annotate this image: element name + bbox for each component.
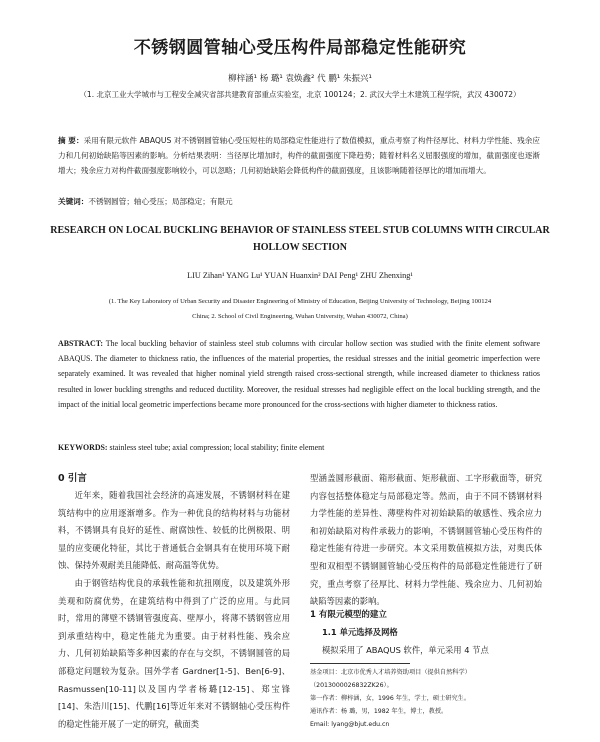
keywords-english — [58, 443, 540, 452]
abstract-english — [58, 336, 540, 412]
footnotes — [310, 666, 542, 731]
keywords-chinese-label: 关键词： — [58, 197, 89, 206]
authors-english: LIU Zihan¹ YANG Lu¹ YUAN Huanxin² DAI Peng¹ ZHU Zhenxing¹ — [187, 271, 413, 280]
intro-paragraph: 由于钢管结构优良的承载性能和抗扭刚度，以及建筑外形美观和防腐优势，在建筑结构中得到了广泛的应用。与此同时，常用的薄壁不锈钢管强度高、壁厚小，将薄不锈钢管应用到承重结构中，稳定性能尤为重要。由于材料性能、残余应力、几何初始缺陷等多种因素的存在与交织，不锈钢圆管的局部稳定问题较为复杂。国外学者 Gardner[1-5]、Ben[6-9]、Rasmussen[10-11]以及国内学者杨璐[12-15]、郑宝锋[14]、朱浩川[15]、代鹏[16]等近年来对不锈钢轴心受压构件的稳定性能开展了一定的研究，截面类 — [58, 577, 290, 729]
keywords-english-text: stainless steel tube; axial compression; local stability; finite element — [109, 443, 325, 452]
footnote-line: （2013000026832ZK26）。 — [310, 682, 393, 689]
section-1-heading: 1 有限元模型的建立 — [310, 610, 387, 620]
affiliation-chinese: （1. 北京工业大学城市与工程安全减灾省部共建教育部重点实验室，北京 100124；2. 武汉大学土木建筑工程学院，武汉 430072） — [79, 90, 521, 99]
abstract-chinese-text: 采用有限元软件 ABAQUS 对不锈钢圆管轴心受压短柱的局部稳定性能进行了数值模拟，重点考察了构件径厚比、材料力学性能、残余应力和几何初始缺陷等因素的影响。分析结果表明：当径厚比增加时，构件的截面强度下降趋势；随着材料名义屈服强度的增加，截面强度也逐渐增大；残余应力对构件截面强度影响较小，可以忽略；几何初始缺陷会降低构件的截面强度，且该影响随着径厚比的增加而增大。 — [58, 136, 540, 175]
footnote-line: 第一作者：柳梓涵，女，1996 年生，学士，硕士研究生。 — [310, 695, 471, 702]
intro-paragraph: 近年来，随着我国社会经济的高速发展，不锈钢材料在建筑结构中的应用逐渐增多。作为一种优良的结构材料与功能材料，不锈钢具有良好的延性、耐腐蚀性、较低的比例极限、明显的应变硬化特征，其比于普通低合金钢具有在使用环境下耐蚀、保持外观耐美且能降低、耐高温等优势。 — [58, 490, 290, 571]
footnote-line: 通讯作者：杨 璐，男，1982 年生，博士，教授。 — [310, 708, 448, 715]
abstract-english-text: The local buckling behavior of stainless steel stub columns with circular hollow section was studied with the finite element software ABAQUS. The diameter to thickness ratio, the influences of the material properties, the residual stresses and the initial geometric imperfection were separately examined. It was revealed that higher nominal yield strength raised cross-sectional strength, while increased diameter to thickness ratios resulted in lower buckling strengths and reduced ductility. Moreover, the residual stresses had negligible effect on the local buckling strength, and the impact of the initial local geometric imperfections became more pronounced for the cross-sections with higher diameter to thickness ratios. — [58, 339, 540, 409]
affiliation-english — [30, 294, 570, 324]
intro-paragraph-continued: 型涵盖圆形截面、箱形截面、矩形截面、工字形截面等，研究内容包括整体稳定与局部稳定等。然而，由于不同不锈钢材料力学性能的差异性、薄壁构件对初始缺陷的敏感性、残余应力和初始缺陷对构件承载力的影响，不锈钢圆管轴心受压构件的稳定性能有待进一步研究。本文采用数值模拟方法，对奥氏体型和双相型不锈钢圆管轴心受压构件的局部稳定性能进行了研究，重点考察了径厚比、材料力学性能、残余应力、几何初始缺陷等因素的影响。 — [310, 473, 542, 607]
section-1-1-heading: 1.1 单元选择及网格 — [322, 627, 398, 637]
section-1-1-text: 模拟采用了 ABAQUS 软件，单元采用 4 节点 — [322, 645, 489, 655]
abstract-chinese-label: 摘 要： — [58, 136, 84, 145]
footnote-line: Email: lyang@bjut.edu.cn — [310, 721, 390, 728]
keywords-chinese-text: 不锈钢圆管；轴心受压；局部稳定；有限元 — [88, 197, 233, 206]
affiliation-english-line-1: (1. The Key Laboratory of Urban Security and Disaster Engineering of Ministry of Education, Beijing University of Technology, Beijing 100124 — [108, 298, 492, 305]
intro-heading: 0 引言 — [58, 473, 87, 484]
footnote-line: 基金项目：北京市优秀人才培养资助项目（提供自然科学） — [310, 669, 471, 676]
footnote-divider — [310, 663, 410, 664]
affiliation-english-line-2: China; 2. School of Civil Engineering, Wuhan University, Wuhan 430072, China) — [192, 313, 408, 320]
keywords-chinese — [58, 196, 540, 207]
left-column — [58, 487, 290, 733]
right-column — [310, 470, 542, 611]
abstract-english-label: ABSTRACT: — [58, 339, 104, 348]
abstract-chinese — [58, 133, 540, 178]
title-english: RESEARCH ON LOCAL BUCKLING BEHAVIOR OF STAINLESS STEEL STUB COLUMNS WITH CIRCULAR HOLLOW SECTION — [50, 225, 550, 253]
keywords-english-label: KEYWORDS: — [58, 443, 108, 452]
title-chinese: 不锈钢圆管轴心受压构件局部稳定性能研究 — [133, 38, 467, 58]
authors-chinese: 柳梓涵¹ 杨 璐¹ 袁焕鑫² 代 鹏¹ 朱振兴¹ — [228, 74, 372, 84]
